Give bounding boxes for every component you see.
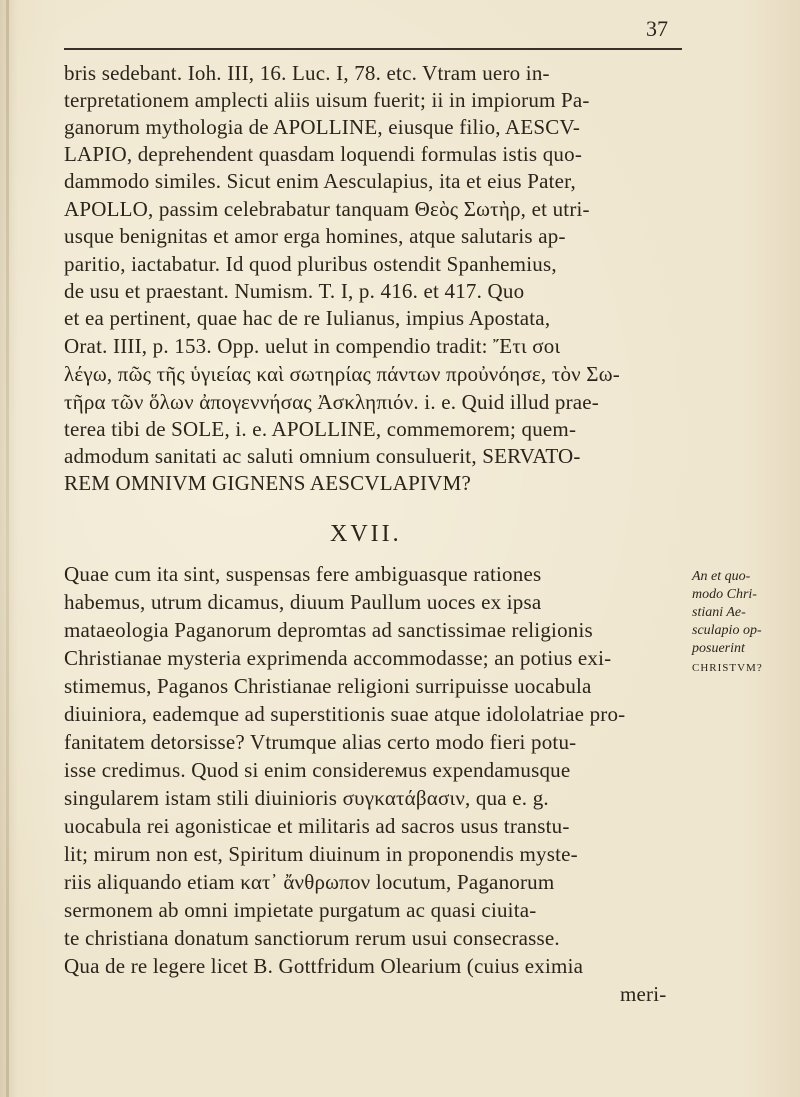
text-line: Christianae mysteria exprimenda accommodasse; an potius exi- [64,646,612,670]
text-line: terea tibi de SOLE, i. e. APOLLINE, commemorem; quem- [64,417,577,441]
page-number: 37 [646,16,668,41]
text-line: admodum sanitati ac saluti omnium consuluerit, SERVATO- [64,444,581,468]
margin-note-line: modo Chri- [692,587,757,602]
text-line: de usu et praestant. Numism. T. I, p. 416. et 417. Quo [64,279,525,303]
margin-note-line: sculapio op- [692,623,762,638]
text-line: habemus, utrum dicamus, diuum Paullum uoces ex ipsa [64,590,542,614]
text-line: et ea pertinent, quae hac de re Iulianus, impius Apostata, [64,306,551,330]
margin-note-line: An et quo- [692,569,751,584]
binding-edge [6,0,9,1097]
text-line: mataeologia Paganorum depromtas ad sanctissimae religionis [64,618,593,642]
text-line: LAPIO, deprehendent quasdam loquendi formulas istis quo- [64,142,583,166]
text-line: Qua de re legere licet B. Gottfridum Olearium (cuius eximia [64,954,584,978]
text-line: dammodo similes. Sicut enim Aesculapius, ita et eius Pater, [64,169,576,193]
text-line: diuiniora, eademque ad superstitionis suae atque idololatriae pro- [64,702,626,726]
text-line: τῆρα τῶν ὅλων ἀπογεννήσας Ἀσκληπιόν. i. e. Quid illud prae- [64,390,599,414]
text-line: bris sedebant. Ioh. III, 16. Luc. I, 78. etc. Vtram uero in- [64,61,550,85]
text-line: Quae cum ita sint, suspensas fere ambiguasque rationes [64,562,542,586]
text-line: fanitatem detorsisse? Vtrumque alias certo modo fieri potu- [64,730,577,754]
text-line: usque benignitas et amor erga homines, atque salutaris ap- [64,224,566,248]
header-rule [64,48,682,50]
text-line: stimemus, Paganos Christianae religioni surripuisse uocabula [64,674,592,698]
text-line: te christiana donatum sanctiorum rerum usui consecrasse. [64,926,560,950]
text-line: λέγω, πῶς τῆς ὑγιείας καὶ σωτηρίας πάντων προὐνόησε, τὸν Σω- [64,362,620,386]
text-line: REM OMNIVM GIGNENS AESCVLAPIVM? [64,471,471,495]
margin-note-line: CHRISTVM? [692,662,763,674]
text-line: sermonem ab omni impietate purgatum ac quasi ciuita- [64,898,537,922]
text-line: singularem istam stili diuinioris συγκατάβασιν, qua e. g. [64,786,549,810]
text-line: terpretationem amplecti aliis uisum fuerit; ii in impiorum Pa- [64,88,590,112]
text-line: uocabula rei agonisticae et militaris ad sacros usus transtu- [64,814,570,838]
text-line: paritio, iactabatur. Id quod pluribus ostendit Spanhemius, [64,252,557,276]
text-line: lit; mirum non est, Spiritum diuinum in proponendis myste- [64,842,578,866]
margin-note-line: stiani Ae- [692,605,746,620]
catchword: meri- [620,982,667,1006]
text-line: Orat. IIII, p. 153. Opp. uelut in compendio tradit: Ἔτι σοι [64,334,561,358]
text-line: APOLLO, passim celebrabatur tanquam Θεὸς Σωτὴρ, et utri- [64,197,590,221]
text-line: riis aliquando etiam κατ᾽ ἄνθρωπον locutum, Paganorum [64,870,555,894]
text-line: ganorum mythologia de APOLLINE, eiusque filio, AESCV- [64,115,581,139]
section-heading: XVII. [330,521,402,547]
text-line: isse credimus. Quod si enim considerемus expendamusque [64,758,571,782]
margin-note-line: posuerint [692,641,745,656]
